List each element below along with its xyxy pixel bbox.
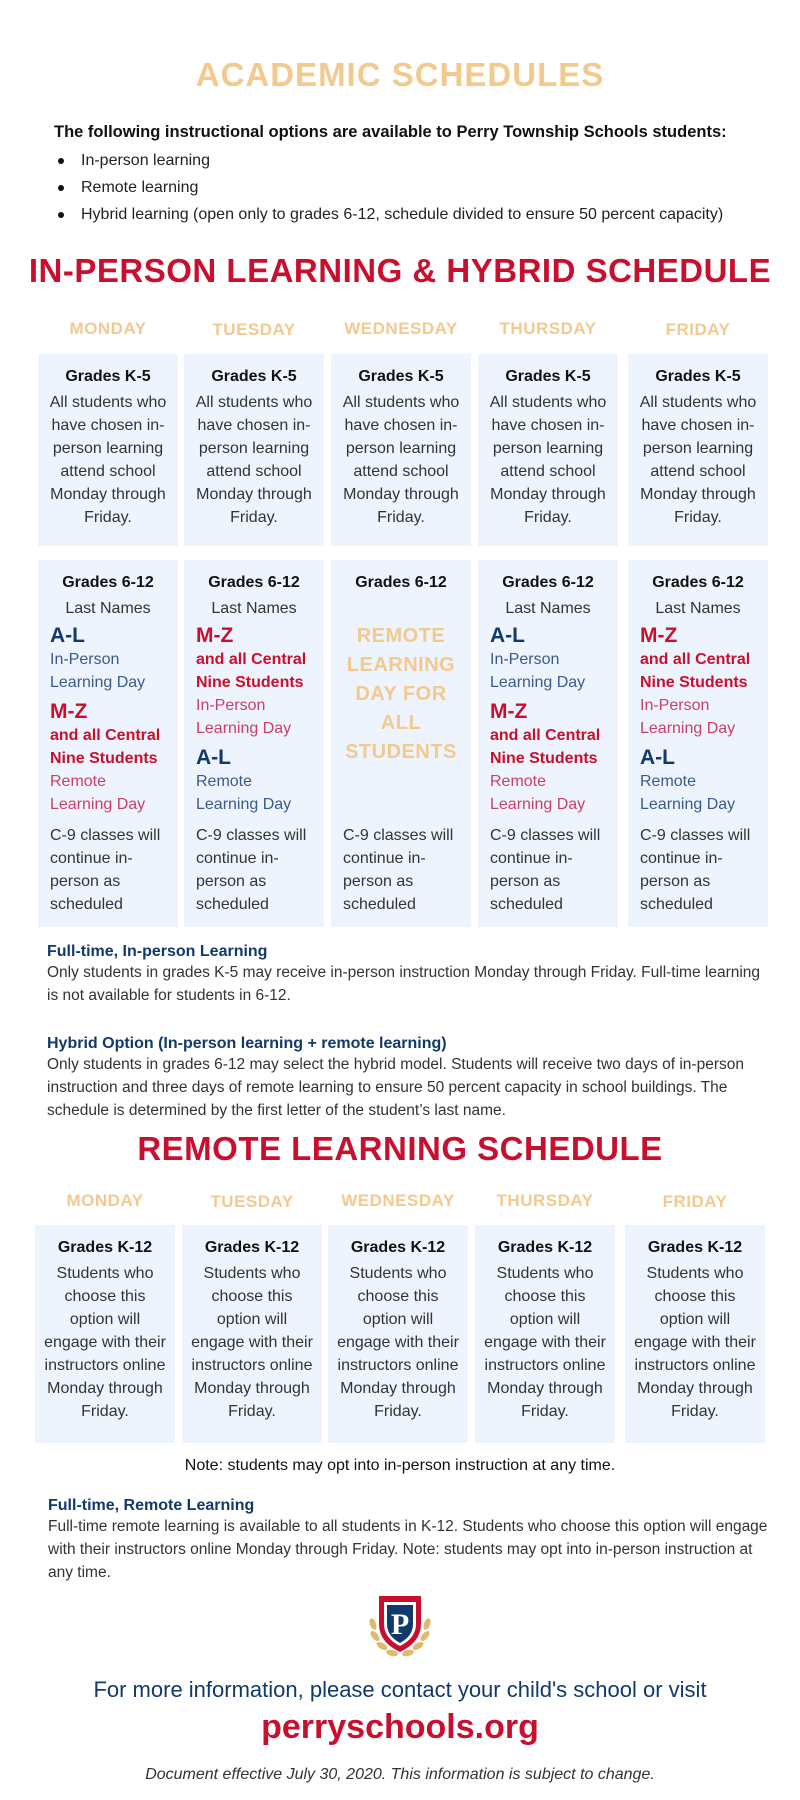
central-nine-label: and all Central Nine Students (640, 651, 751, 691)
g612-cell-tuesday (184, 560, 324, 927)
remote-day-label: Remote Learning Day (640, 773, 736, 813)
last-names-label: Last Names (505, 600, 591, 617)
last-names-label: Last Names (211, 600, 297, 617)
c9-note: C-9 classes will continue in-person as scheduled (490, 827, 601, 913)
group-mz: M-Z (640, 624, 678, 647)
grade-header: Grades 6-12 (652, 574, 744, 591)
day-tuesday: TUESDAY (212, 320, 296, 339)
g612-cell-friday (628, 560, 768, 927)
list-item: Hybrid learning (open only to grades 6-12, schedule divided to ensure 50 percent capacity) (54, 201, 774, 228)
c9-note: C-9 classes will continue in-person as scheduled (196, 827, 307, 913)
k12-description: Students who choose this option will engage with their instructors online Monday through Friday. (44, 1265, 166, 1420)
k12-description: Students who choose this option will engage with their instructors online Monday through Friday. (337, 1265, 459, 1420)
group-mz: M-Z (196, 624, 234, 647)
grade-header: Grades K-5 (358, 368, 444, 385)
grade-header: Grades 6-12 (355, 574, 447, 591)
grade-header: Grades K-5 (65, 368, 151, 385)
k5-description: All students who have chosen in-person learning attend school Monday through Friday. (342, 394, 460, 526)
note-text: Full-time remote learning is available to all students in K-12. Students who choose this option will engage with their instructors online Monday through Friday. Note: students may opt into in-person instruction at any time. (48, 1518, 768, 1581)
note-text: Only students in grades K-5 may receive in-person instruction Monday through Friday. Full-time learning is not available for students in 6-12. (47, 964, 761, 1004)
day-friday: FRIDAY (662, 1192, 728, 1211)
list-item: In-person learning (54, 147, 774, 174)
inperson-day-label: In-Person Learning Day (640, 697, 736, 737)
website-link[interactable]: perryschools.org (261, 1708, 539, 1746)
c9-note: C-9 classes will continue in-person as scheduled (640, 827, 751, 913)
inperson-day-label: In-Person Learning Day (490, 651, 586, 691)
k12-cell-monday (35, 1225, 175, 1443)
grade-header: Grades K-12 (57, 1239, 153, 1256)
group-al: A-L (640, 746, 675, 769)
grade-header: Grades 6-12 (208, 574, 300, 591)
note-heading: Full-time, Remote Learning (48, 1497, 255, 1514)
remote-day-label: Remote Learning Day (196, 773, 292, 813)
grade-header: Grades K-12 (497, 1239, 593, 1256)
note-heading: Full-time, In-person Learning (47, 943, 268, 960)
grade-header: Grades K-12 (647, 1239, 743, 1256)
group-mz: M-Z (490, 700, 528, 723)
list-item: Remote learning (54, 174, 774, 201)
g612-cell-thursday (478, 560, 618, 927)
c9-note: C-9 classes will continue in-person as scheduled (343, 827, 454, 913)
inperson-day-label: In-Person Learning Day (50, 651, 146, 691)
note-heading: Hybrid Option (In-person learning + remote learning) (47, 1035, 447, 1052)
day-monday: MONDAY (66, 1191, 144, 1210)
remote-schedule-title: REMOTE LEARNING SCHEDULE (137, 1130, 663, 1167)
day-tuesday: TUESDAY (210, 1192, 294, 1211)
k12-description: Students who choose this option will engage with their instructors online Monday through Friday. (634, 1265, 756, 1420)
k5-description: All students who have chosen in-person learning attend school Monday through Friday. (195, 394, 313, 526)
contact-text: For more information, please contact your child's school or visit (93, 1677, 707, 1702)
g612-cell-monday (38, 560, 178, 927)
bullet-icon (58, 212, 64, 218)
group-al: A-L (50, 624, 85, 647)
day-thursday: THURSDAY (496, 1191, 594, 1210)
day-friday: FRIDAY (665, 320, 731, 339)
k12-description: Students who choose this option will engage with their instructors online Monday through Friday. (191, 1265, 313, 1420)
day-wednesday: WEDNESDAY (344, 319, 458, 338)
central-nine-label: and all Central Nine Students (50, 727, 161, 767)
k12-cell-thursday (475, 1225, 615, 1443)
k5-description: All students who have chosen in-person learning attend school Monday through Friday. (489, 394, 607, 526)
grade-header: Grades K-5 (211, 368, 297, 385)
k5-cell-monday (38, 354, 178, 546)
central-nine-label: and all Central Nine Students (196, 651, 307, 691)
remote-day-label: Remote Learning Day (490, 773, 586, 813)
fulltime-inperson-note (47, 943, 767, 1007)
k5-cell-tuesday (184, 354, 324, 546)
perry-schools-logo-icon (363, 1590, 437, 1664)
day-monday: MONDAY (69, 319, 147, 338)
svg-text:P: P (390, 1608, 410, 1641)
options-list (54, 147, 774, 228)
k12-description: Students who choose this option will engage with their instructors online Monday through Friday. (484, 1265, 606, 1420)
k12-cell-friday (625, 1225, 765, 1443)
remote-day-label: Remote Learning Day (50, 773, 146, 813)
k5-cell-thursday (478, 354, 618, 546)
c9-note: C-9 classes will continue in-person as scheduled (50, 827, 161, 913)
opt-in-note: Note: students may opt into in-person instruction at any time. (184, 1457, 616, 1474)
central-nine-label: and all Central Nine Students (490, 727, 601, 767)
inperson-hybrid-title: IN-PERSON LEARNING & HYBRID SCHEDULE (28, 252, 772, 289)
intro-text: The following instructional options are available to Perry Township Schools students: (54, 123, 727, 141)
day-thursday: THURSDAY (499, 319, 597, 338)
grade-header: Grades K-12 (350, 1239, 446, 1256)
k5-description: All students who have chosen in-person learning attend school Monday through Friday. (49, 394, 167, 526)
group-al: A-L (490, 624, 525, 647)
day-wednesday: WEDNESDAY (341, 1191, 455, 1210)
grade-header: Grades 6-12 (502, 574, 594, 591)
last-names-label: Last Names (655, 600, 741, 617)
grade-header: Grades K-12 (204, 1239, 300, 1256)
remote-all-label: REMOTE LEARNING DAY FOR ALL STUDENTS (345, 625, 457, 763)
k5-cell-friday (628, 354, 768, 546)
k12-cell-wednesday (328, 1225, 468, 1443)
last-names-label: Last Names (65, 600, 151, 617)
page-title: ACADEMIC SCHEDULES (195, 56, 605, 93)
group-mz: M-Z (50, 700, 88, 723)
grade-header: Grades K-5 (505, 368, 591, 385)
hybrid-option-note (47, 1035, 767, 1122)
grade-header: Grades K-5 (655, 368, 741, 385)
bullet-icon (58, 158, 64, 164)
grade-header: Grades 6-12 (62, 574, 154, 591)
group-al: A-L (196, 746, 231, 769)
footer-disclaimer: Document effective July 30, 2020. This information is subject to change. (145, 1766, 655, 1783)
bullet-icon (58, 185, 64, 191)
note-text: Only students in grades 6-12 may select the hybrid model. Students will receive two days of in-person instruction and three days of remote learning to ensure 50 percent capacity in school buildings. The schedule is determined by the first letter of the student’s last name. (47, 1056, 744, 1119)
k5-description: All students who have chosen in-person learning attend school Monday through Friday. (639, 394, 757, 526)
g612-cell-wednesday (331, 560, 471, 927)
k12-cell-tuesday (182, 1225, 322, 1443)
k5-cell-wednesday (331, 354, 471, 546)
fulltime-remote-note (48, 1497, 768, 1584)
inperson-day-label: In-Person Learning Day (196, 697, 292, 737)
